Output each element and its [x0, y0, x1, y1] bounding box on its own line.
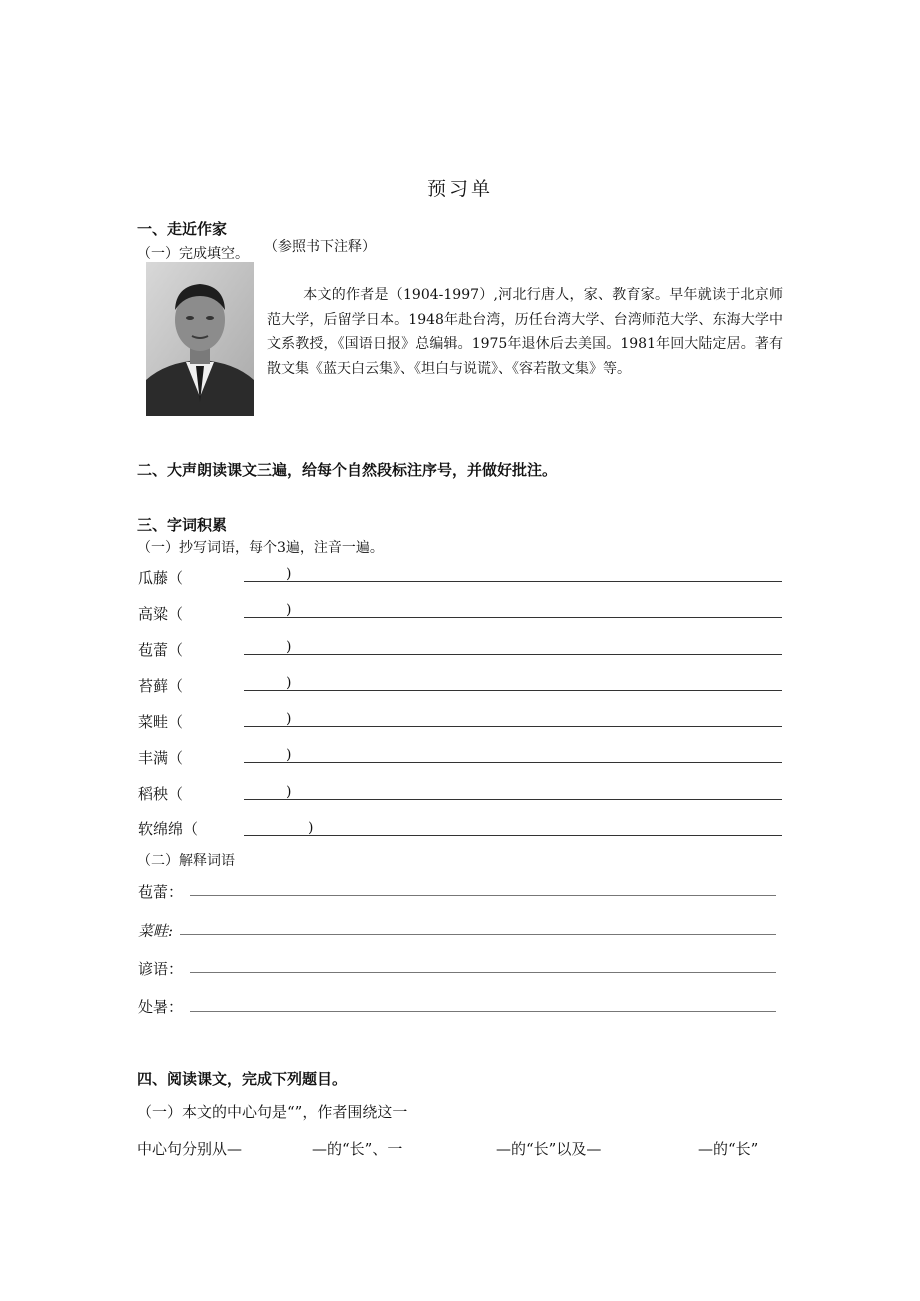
close-bracket: ): [286, 602, 292, 618]
definition-label: 谚语：: [138, 960, 184, 978]
word-label: 稻秧（: [138, 785, 184, 803]
question1-part4: —的“长”: [698, 1140, 759, 1158]
section3-heading: 三、字词积累: [137, 516, 228, 534]
author-portrait-image: [146, 262, 254, 416]
section3-subheading-1: （一）抄写词语，每个3遍，注音一遍。: [137, 540, 384, 556]
close-bracket: ): [286, 639, 292, 655]
word-label: 高粱（: [138, 605, 184, 623]
question1-part2: —的“长”、一: [312, 1140, 403, 1158]
word-label: 苔藓（: [138, 677, 184, 695]
pinyin-answer-line[interactable]: [244, 799, 782, 800]
pinyin-answer-line[interactable]: [244, 690, 782, 691]
author-photo: [146, 262, 254, 416]
definition-answer-line[interactable]: [190, 1011, 776, 1012]
question1-part3: —的“长”以及—: [496, 1140, 602, 1158]
definition-answer-line[interactable]: [190, 895, 776, 896]
section1-note: （参照书下注释）: [264, 239, 376, 255]
section1-heading: 一、走近作家: [137, 220, 228, 238]
pinyin-answer-line[interactable]: [244, 726, 782, 727]
question1-part1: 中心句分别从—: [137, 1140, 243, 1158]
author-bio-paragraph: [267, 283, 783, 381]
close-bracket: ): [286, 566, 292, 582]
word-label: 丰满（: [138, 749, 184, 767]
pinyin-answer-line[interactable]: [244, 835, 782, 836]
pinyin-answer-line[interactable]: [244, 581, 782, 582]
pinyin-answer-line[interactable]: [244, 762, 782, 763]
pinyin-answer-line[interactable]: [244, 654, 782, 655]
close-bracket: ): [286, 747, 292, 763]
question1-line1: （一）本文的中心句是“”，作者围绕这一: [137, 1103, 408, 1121]
definition-answer-line[interactable]: [190, 972, 776, 973]
pinyin-answer-line[interactable]: [244, 617, 782, 618]
word-label: 软绵绵（: [138, 820, 199, 838]
close-bracket: ): [286, 675, 292, 691]
section2-heading: 二、大声朗读课文三遍，给每个自然段标注序号，并做好批注。: [137, 461, 558, 479]
definition-label: 菜畦:: [138, 922, 174, 940]
section3-subheading-2: （二）解释词语: [137, 853, 235, 869]
section1-subheading: （一）完成填空。: [137, 246, 249, 262]
definition-label: 处暑：: [138, 998, 184, 1016]
word-label: 菜畦（: [138, 713, 184, 731]
author-bio-text: 本文的作者是（1904-1997）,河北行唐人，家、教育家。早年就读于北京师范大学，后留学日本。1948年赴台湾，历任台湾大学、台湾师范大学、东海大学中文系教授，《国语日报》总编辑。1975年退休后去美国。1981年回大陆定居。著有散文集《蓝天白云集》、《坦白与说谎》、《容若散文集》等。: [267, 287, 783, 377]
section4-heading: 四、阅读课文，完成下列题目。: [137, 1070, 348, 1088]
close-bracket: ): [286, 784, 292, 800]
word-label: 苞蕾（: [138, 641, 184, 659]
definition-answer-line[interactable]: [180, 934, 776, 935]
page-title: 预习单: [426, 178, 493, 200]
close-bracket: ): [286, 711, 292, 727]
close-bracket: ): [308, 820, 314, 836]
word-label: 瓜藤（: [138, 569, 184, 587]
definition-label: 苞蕾：: [138, 883, 184, 901]
